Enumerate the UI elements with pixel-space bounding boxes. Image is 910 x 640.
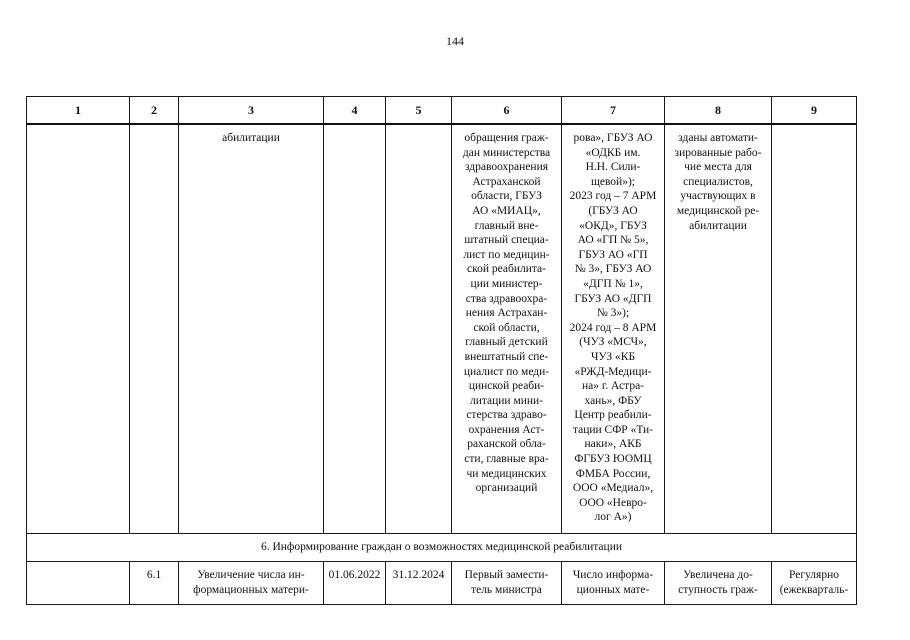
row61-activity: Увеличение числа ин- формационных матери- bbox=[179, 562, 324, 605]
cont-cell-3: абилитации bbox=[179, 124, 324, 534]
header-cell-9: 9 bbox=[772, 97, 857, 125]
cont-cell-4 bbox=[324, 124, 386, 534]
section-title: 6. Информирование граждан о возможностях медицинской реабилитации bbox=[27, 534, 857, 562]
header-cell-4: 4 bbox=[324, 97, 386, 125]
page-number: 144 bbox=[446, 34, 464, 48]
cont-cell-5 bbox=[386, 124, 452, 534]
cont-cell-1 bbox=[27, 124, 130, 534]
row61-indicator: Число информа- ционных мате- bbox=[562, 562, 665, 605]
header-cell-3: 3 bbox=[179, 97, 324, 125]
header-cell-5: 5 bbox=[386, 97, 452, 125]
header-cell-8: 8 bbox=[665, 97, 772, 125]
row61-responsible: Первый замести- тель министра bbox=[452, 562, 562, 605]
row61-cell-1 bbox=[27, 562, 130, 605]
row61-number: 6.1 bbox=[130, 562, 179, 605]
row61-result: Увеличена до- ступность граж- bbox=[665, 562, 772, 605]
table-row-continuation bbox=[27, 124, 857, 534]
header-cell-1: 1 bbox=[27, 97, 130, 125]
row61-start-date: 01.06.2022 bbox=[324, 562, 386, 605]
section-title-row bbox=[27, 534, 857, 562]
row61-end-date: 31.12.2024 bbox=[386, 562, 452, 605]
cont-cell-7: рова», ГБУЗ АО «ОДКБ им. Н.Н. Сили- щевой»); 2023 год – 7 АРМ (ГБУЗ АО «ОКД», ГБУЗ АО «ГП № 5», ГБУЗ АО «ГП № 3», ГБУЗ АО «ДГП № 1», ГБУЗ АО «ДГП № 3»); 2024 год – 8 АРМ (ЧУЗ «МСЧ», ЧУЗ «КБ «РЖД-Медици- на» г. Астра- хань», ФБУ Центр реабили- тации СФР «Ти- наки», АКБ ФГБУЗ ЮОМЦ ФМБА России, ООО «Медиал», ООО «Невро- лог А») bbox=[562, 124, 665, 534]
header-cell-7: 7 bbox=[562, 97, 665, 125]
cont-cell-9 bbox=[772, 124, 857, 534]
table-row-6-1 bbox=[27, 562, 857, 605]
cont-cell-8: зданы автомати- зированные рабо- чие места для специалистов, участвующих в медицинской ре- абилитации bbox=[665, 124, 772, 534]
header-cell-2: 2 bbox=[130, 97, 179, 125]
row61-periodicity: Регулярно (ежекварталь- bbox=[772, 562, 857, 605]
header-cell-6: 6 bbox=[452, 97, 562, 125]
document-table bbox=[26, 96, 857, 605]
table-header-row bbox=[27, 97, 857, 125]
cont-cell-6: обращения граж- дан министерства здравоохранения Астраханской области, ГБУЗ АО «МИАЦ», главный вне- штатный специа- лист по медицин- ской реабилита- ции министер- ства здравоохра- нения Астрахан- ской области, главный детский внештатный спе- циалист по меди- цинской реаби- литации мини- стерства здраво- охранения Аст- раханской обла- сти, главные вра- чи медицинских организаций bbox=[452, 124, 562, 534]
cont-cell-2 bbox=[130, 124, 179, 534]
